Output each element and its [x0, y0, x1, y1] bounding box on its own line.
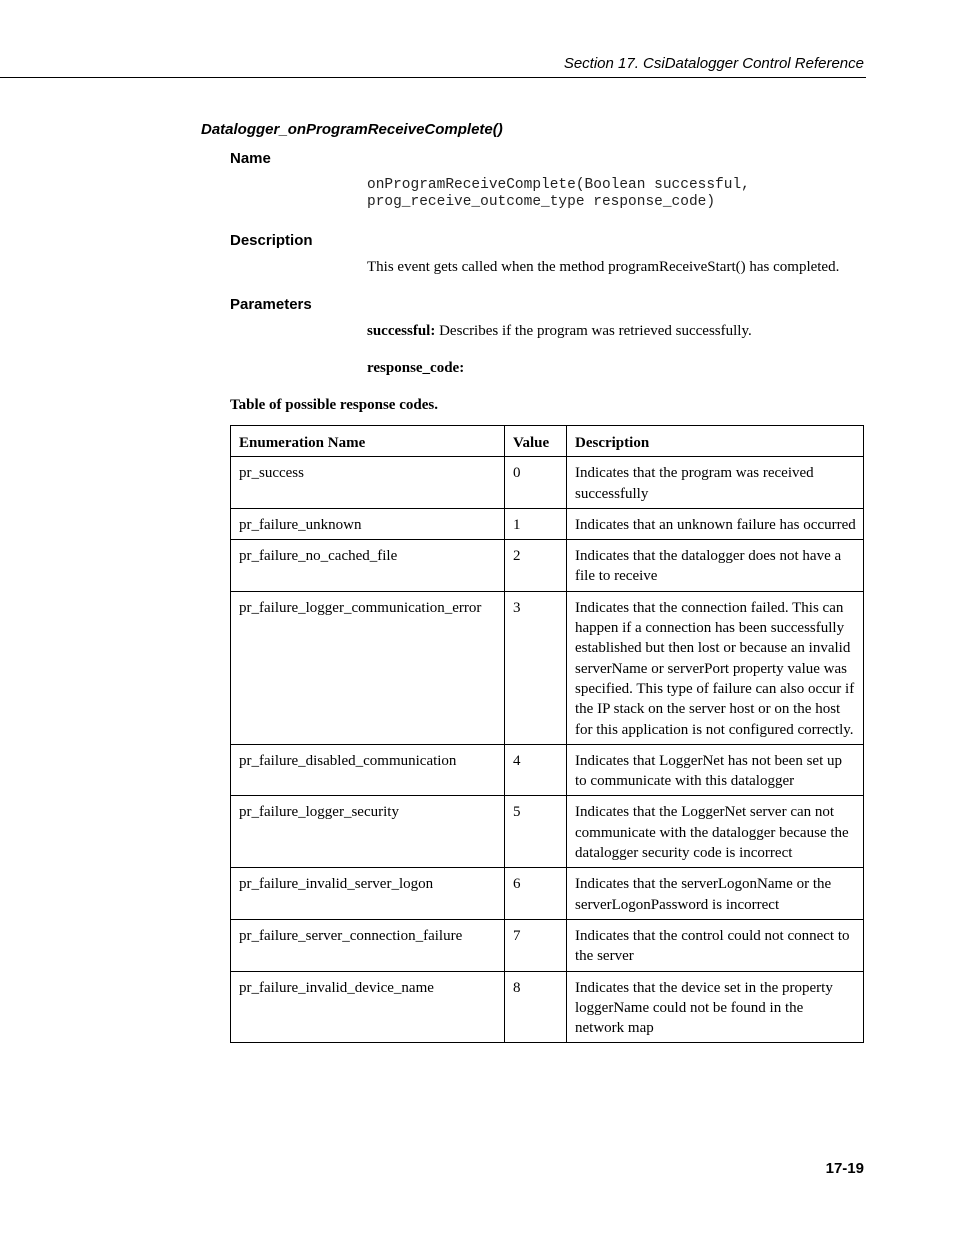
page-header: [0, 0, 866, 78]
table-row: [231, 508, 864, 539]
description-text: This event gets called when the method programReceiveStart() has completed.: [367, 259, 840, 275]
section-title: Section 17. CsiDatalogger Control Reference: [563, 55, 864, 72]
description-cell: Indicates that the program was received successfully: [567, 457, 864, 509]
description-cell: Indicates that the datalogger does not have a file to receive: [567, 540, 864, 592]
enum-name-cell: pr_failure_invalid_device_name: [231, 971, 505, 1043]
enum-name-cell: pr_success: [231, 457, 505, 509]
enum-name-cell: pr_failure_unknown: [231, 508, 505, 539]
table-row: [231, 796, 864, 868]
function-signature: [367, 177, 750, 211]
value-cell: 2: [505, 540, 567, 592]
enum-name-cell: pr_failure_logger_security: [231, 796, 505, 868]
description-cell: Indicates that the connection failed. This can happen if a connection has been successfully established but then lost or because an invalid serverName or serverPort property value was specified. This type of failure can also occur if the IP stack on the server host or on the host for this application is not configured correctly.: [567, 591, 864, 744]
description-cell: Indicates that the control could not connect to the server: [567, 919, 864, 971]
table-row: [231, 744, 864, 796]
value-cell: 8: [505, 971, 567, 1043]
value-cell: 6: [505, 868, 567, 920]
enum-name-cell: pr_failure_logger_communication_error: [231, 591, 505, 744]
signature-line-1: onProgramReceiveComplete(Boolean successful,: [367, 177, 750, 193]
value-cell: 4: [505, 744, 567, 796]
param-successful-desc: Describes if the program was retrieved successfully.: [435, 323, 752, 339]
enum-name-cell: pr_failure_no_cached_file: [231, 540, 505, 592]
table-caption: Table of possible response codes.: [230, 397, 438, 413]
response-codes-table: [230, 425, 864, 1043]
parameters-heading: Parameters: [230, 296, 312, 313]
description-cell: Indicates that LoggerNet has not been set up to communicate with this datalogger: [567, 744, 864, 796]
table-header-row: [231, 426, 864, 457]
description-cell: Indicates that the LoggerNet server can not communicate with the datalogger because the datalogger security code is incorrect: [567, 796, 864, 868]
column-header-enumeration: Enumeration Name: [231, 426, 505, 457]
value-cell: 5: [505, 796, 567, 868]
param-successful: [367, 323, 752, 340]
description-cell: Indicates that an unknown failure has occurred: [567, 508, 864, 539]
table-row: [231, 971, 864, 1043]
table-row: [231, 457, 864, 509]
name-heading: Name: [230, 150, 271, 167]
description-cell: Indicates that the serverLogonName or the serverLogonPassword is incorrect: [567, 868, 864, 920]
value-cell: 0: [505, 457, 567, 509]
enum-name-cell: pr_failure_server_connection_failure: [231, 919, 505, 971]
table-row: [231, 868, 864, 920]
column-header-value: Value: [505, 426, 567, 457]
table-row: [231, 540, 864, 592]
table-row: [231, 919, 864, 971]
table-row: [231, 591, 864, 744]
value-cell: 3: [505, 591, 567, 744]
value-cell: 1: [505, 508, 567, 539]
function-title: Datalogger_onProgramReceiveComplete(): [201, 121, 503, 138]
enum-name-cell: pr_failure_disabled_communication: [231, 744, 505, 796]
enum-name-cell: pr_failure_invalid_server_logon: [231, 868, 505, 920]
param-successful-name: successful:: [367, 323, 436, 339]
description-heading: Description: [230, 232, 313, 249]
description-cell: Indicates that the device set in the property loggerName could not be found in the network map: [567, 971, 864, 1043]
param-response-code-name: response_code:: [367, 360, 465, 376]
column-header-description: Description: [567, 426, 864, 457]
page-number: 17-19: [825, 1160, 864, 1177]
signature-line-2: prog_receive_outcome_type response_code): [367, 194, 716, 210]
value-cell: 7: [505, 919, 567, 971]
